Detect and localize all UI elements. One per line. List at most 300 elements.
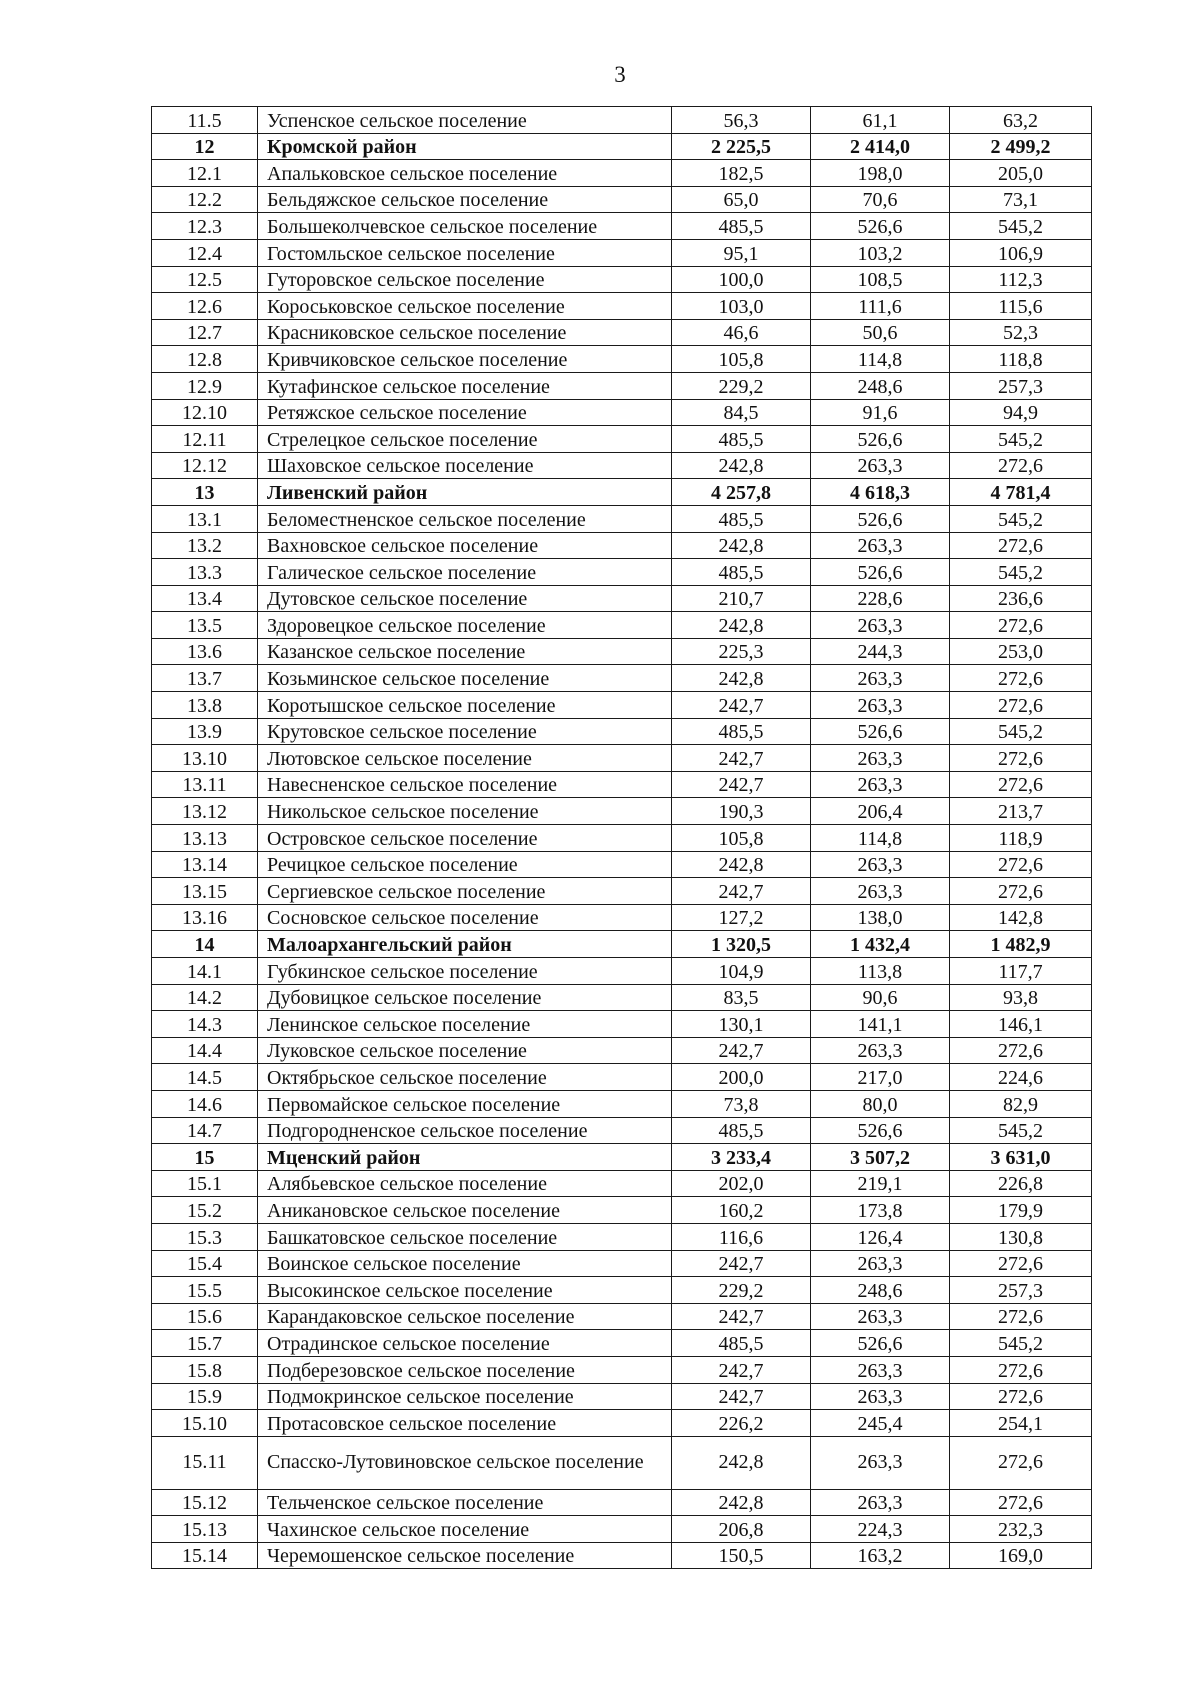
value-year-2-cell: 70,6 bbox=[811, 186, 950, 213]
value-year-1-cell: 1 320,5 bbox=[672, 931, 811, 958]
value-year-3-cell: 130,8 bbox=[950, 1223, 1092, 1250]
row-number-cell: 11.5 bbox=[152, 107, 258, 134]
settlement-name-cell: Первомайское сельское поселение bbox=[258, 1090, 672, 1117]
budget-allocation-table bbox=[151, 106, 1092, 1569]
table-row bbox=[152, 638, 1092, 665]
table-row bbox=[152, 771, 1092, 798]
value-year-3-cell: 254,1 bbox=[950, 1410, 1092, 1437]
settlement-name-cell: Губкинское сельское поселение bbox=[258, 958, 672, 985]
value-year-3-cell: 1 482,9 bbox=[950, 931, 1092, 958]
value-year-2-cell: 90,6 bbox=[811, 984, 950, 1011]
table-row bbox=[152, 612, 1092, 639]
settlement-name-cell: Кутафинское сельское поселение bbox=[258, 372, 672, 399]
value-year-3-cell: 545,2 bbox=[950, 1330, 1092, 1357]
value-year-2-cell: 244,3 bbox=[811, 638, 950, 665]
table-row bbox=[152, 825, 1092, 852]
value-year-1-cell: 104,9 bbox=[672, 958, 811, 985]
value-year-2-cell: 80,0 bbox=[811, 1090, 950, 1117]
row-number-cell: 15.11 bbox=[152, 1436, 258, 1489]
settlement-name-cell: Крутовское сельское поселение bbox=[258, 718, 672, 745]
settlement-name-cell: Бельдяжское сельское поселение bbox=[258, 186, 672, 213]
settlement-name-cell: Чахинское сельское поселение bbox=[258, 1516, 672, 1543]
value-year-2-cell: 526,6 bbox=[811, 1330, 950, 1357]
value-year-3-cell: 272,6 bbox=[950, 1303, 1092, 1330]
row-number-cell: 13.5 bbox=[152, 612, 258, 639]
row-number-cell: 14.2 bbox=[152, 984, 258, 1011]
value-year-1-cell: 229,2 bbox=[672, 372, 811, 399]
row-number-cell: 13.9 bbox=[152, 718, 258, 745]
value-year-3-cell: 272,6 bbox=[950, 1250, 1092, 1277]
value-year-1-cell: 4 257,8 bbox=[672, 479, 811, 506]
table-row bbox=[152, 878, 1092, 905]
settlement-name-cell: Ленинское сельское поселение bbox=[258, 1011, 672, 1038]
settlement-name-cell: Гуторовское сельское поселение bbox=[258, 266, 672, 293]
value-year-1-cell: 65,0 bbox=[672, 186, 811, 213]
settlement-name-cell: Карандаковское сельское поселение bbox=[258, 1303, 672, 1330]
value-year-2-cell: 219,1 bbox=[811, 1170, 950, 1197]
table-row bbox=[152, 904, 1092, 931]
table-row bbox=[152, 346, 1092, 373]
table-row bbox=[152, 213, 1092, 240]
settlement-name-cell: Козьминское сельское поселение bbox=[258, 665, 672, 692]
value-year-1-cell: 105,8 bbox=[672, 346, 811, 373]
value-year-1-cell: 485,5 bbox=[672, 1330, 811, 1357]
value-year-2-cell: 526,6 bbox=[811, 505, 950, 532]
settlement-name-cell: Казанское сельское поселение bbox=[258, 638, 672, 665]
value-year-3-cell: 146,1 bbox=[950, 1011, 1092, 1038]
value-year-1-cell: 210,7 bbox=[672, 585, 811, 612]
value-year-3-cell: 545,2 bbox=[950, 426, 1092, 453]
row-number-cell: 15.12 bbox=[152, 1489, 258, 1516]
row-number-cell: 15.14 bbox=[152, 1542, 258, 1569]
table-row bbox=[152, 293, 1092, 320]
row-number-cell: 15 bbox=[152, 1144, 258, 1171]
table-row bbox=[152, 1223, 1092, 1250]
value-year-2-cell: 206,4 bbox=[811, 798, 950, 825]
settlement-name-cell: Красниковское сельское поселение bbox=[258, 319, 672, 346]
table-row bbox=[152, 559, 1092, 586]
row-number-cell: 13.13 bbox=[152, 825, 258, 852]
table-row bbox=[152, 1436, 1092, 1489]
value-year-3-cell: 4 781,4 bbox=[950, 479, 1092, 506]
row-number-cell: 14.6 bbox=[152, 1090, 258, 1117]
value-year-3-cell: 272,6 bbox=[950, 532, 1092, 559]
settlement-name-cell: Вахновское сельское поселение bbox=[258, 532, 672, 559]
value-year-3-cell: 179,9 bbox=[950, 1197, 1092, 1224]
value-year-1-cell: 485,5 bbox=[672, 559, 811, 586]
settlement-name-cell: Тельченское сельское поселение bbox=[258, 1489, 672, 1516]
value-year-2-cell: 263,3 bbox=[811, 612, 950, 639]
row-number-cell: 12.4 bbox=[152, 239, 258, 266]
settlement-name-cell: Луковское сельское поселение bbox=[258, 1037, 672, 1064]
row-number-cell: 15.1 bbox=[152, 1170, 258, 1197]
row-number-cell: 13.8 bbox=[152, 692, 258, 719]
value-year-1-cell: 242,7 bbox=[672, 1250, 811, 1277]
table-row bbox=[152, 1489, 1092, 1516]
district-total-row bbox=[152, 133, 1092, 160]
value-year-1-cell: 242,7 bbox=[672, 692, 811, 719]
settlement-name-cell: Островское сельское поселение bbox=[258, 825, 672, 852]
settlement-name-cell: Галическое сельское поселение bbox=[258, 559, 672, 586]
settlement-name-cell: Спасско-Лутовиновское сельское поселение bbox=[258, 1436, 672, 1489]
value-year-3-cell: 142,8 bbox=[950, 904, 1092, 931]
value-year-3-cell: 213,7 bbox=[950, 798, 1092, 825]
value-year-2-cell: 263,3 bbox=[811, 1037, 950, 1064]
value-year-3-cell: 118,9 bbox=[950, 825, 1092, 852]
value-year-2-cell: 263,3 bbox=[811, 1250, 950, 1277]
row-number-cell: 13.2 bbox=[152, 532, 258, 559]
value-year-3-cell: 205,0 bbox=[950, 160, 1092, 187]
value-year-3-cell: 169,0 bbox=[950, 1542, 1092, 1569]
row-number-cell: 12.9 bbox=[152, 372, 258, 399]
table-row bbox=[152, 665, 1092, 692]
value-year-1-cell: 83,5 bbox=[672, 984, 811, 1011]
settlement-name-cell: Подмокринское сельское поселение bbox=[258, 1383, 672, 1410]
value-year-2-cell: 173,8 bbox=[811, 1197, 950, 1224]
value-year-1-cell: 100,0 bbox=[672, 266, 811, 293]
value-year-3-cell: 545,2 bbox=[950, 718, 1092, 745]
row-number-cell: 14.3 bbox=[152, 1011, 258, 1038]
district-total-row bbox=[152, 479, 1092, 506]
table-row bbox=[152, 585, 1092, 612]
value-year-2-cell: 114,8 bbox=[811, 346, 950, 373]
table-row bbox=[152, 1516, 1092, 1543]
value-year-2-cell: 1 432,4 bbox=[811, 931, 950, 958]
table-row bbox=[152, 1197, 1092, 1224]
settlement-name-cell: Подгородненское сельское поселение bbox=[258, 1117, 672, 1144]
value-year-1-cell: 116,6 bbox=[672, 1223, 811, 1250]
settlement-name-cell: Коротышское сельское поселение bbox=[258, 692, 672, 719]
row-number-cell: 13.15 bbox=[152, 878, 258, 905]
value-year-1-cell: 242,7 bbox=[672, 1303, 811, 1330]
row-number-cell: 12.1 bbox=[152, 160, 258, 187]
settlement-name-cell: Дубовицкое сельское поселение bbox=[258, 984, 672, 1011]
table-row bbox=[152, 1330, 1092, 1357]
value-year-2-cell: 108,5 bbox=[811, 266, 950, 293]
value-year-3-cell: 63,2 bbox=[950, 107, 1092, 134]
table-row bbox=[152, 1064, 1092, 1091]
table-row bbox=[152, 1090, 1092, 1117]
value-year-2-cell: 263,3 bbox=[811, 665, 950, 692]
value-year-3-cell: 226,8 bbox=[950, 1170, 1092, 1197]
row-number-cell: 13.14 bbox=[152, 851, 258, 878]
row-number-cell: 13 bbox=[152, 479, 258, 506]
value-year-1-cell: 103,0 bbox=[672, 293, 811, 320]
value-year-1-cell: 242,7 bbox=[672, 771, 811, 798]
row-number-cell: 15.10 bbox=[152, 1410, 258, 1437]
value-year-2-cell: 113,8 bbox=[811, 958, 950, 985]
settlement-name-cell: Речицкое сельское поселение bbox=[258, 851, 672, 878]
value-year-2-cell: 217,0 bbox=[811, 1064, 950, 1091]
value-year-3-cell: 236,6 bbox=[950, 585, 1092, 612]
value-year-2-cell: 263,3 bbox=[811, 1489, 950, 1516]
settlement-name-cell: Успенское сельское поселение bbox=[258, 107, 672, 134]
value-year-3-cell: 94,9 bbox=[950, 399, 1092, 426]
value-year-3-cell: 272,6 bbox=[950, 1037, 1092, 1064]
settlement-name-cell: Апальковское сельское поселение bbox=[258, 160, 672, 187]
value-year-3-cell: 545,2 bbox=[950, 213, 1092, 240]
settlement-name-cell: Кривчиковское сельское поселение bbox=[258, 346, 672, 373]
settlement-name-cell: Беломестненское сельское поселение bbox=[258, 505, 672, 532]
value-year-1-cell: 242,8 bbox=[672, 612, 811, 639]
table-row bbox=[152, 505, 1092, 532]
value-year-1-cell: 242,8 bbox=[672, 452, 811, 479]
settlement-name-cell: Малоархангельский район bbox=[258, 931, 672, 958]
value-year-2-cell: 91,6 bbox=[811, 399, 950, 426]
value-year-3-cell: 117,7 bbox=[950, 958, 1092, 985]
value-year-1-cell: 105,8 bbox=[672, 825, 811, 852]
district-total-row bbox=[152, 1144, 1092, 1171]
row-number-cell: 14.4 bbox=[152, 1037, 258, 1064]
settlement-name-cell: Протасовское сельское поселение bbox=[258, 1410, 672, 1437]
value-year-2-cell: 526,6 bbox=[811, 718, 950, 745]
row-number-cell: 15.8 bbox=[152, 1356, 258, 1383]
value-year-1-cell: 95,1 bbox=[672, 239, 811, 266]
value-year-2-cell: 526,6 bbox=[811, 559, 950, 586]
row-number-cell: 13.16 bbox=[152, 904, 258, 931]
value-year-1-cell: 485,5 bbox=[672, 718, 811, 745]
value-year-2-cell: 2 414,0 bbox=[811, 133, 950, 160]
value-year-3-cell: 545,2 bbox=[950, 559, 1092, 586]
value-year-3-cell: 2 499,2 bbox=[950, 133, 1092, 160]
value-year-3-cell: 73,1 bbox=[950, 186, 1092, 213]
row-number-cell: 14.1 bbox=[152, 958, 258, 985]
table-row bbox=[152, 745, 1092, 772]
settlement-name-cell: Здоровецкое сельское поселение bbox=[258, 612, 672, 639]
table-row bbox=[152, 319, 1092, 346]
table-row bbox=[152, 1277, 1092, 1304]
value-year-2-cell: 103,2 bbox=[811, 239, 950, 266]
row-number-cell: 15.13 bbox=[152, 1516, 258, 1543]
value-year-3-cell: 272,6 bbox=[950, 612, 1092, 639]
value-year-3-cell: 253,0 bbox=[950, 638, 1092, 665]
value-year-3-cell: 272,6 bbox=[950, 878, 1092, 905]
value-year-1-cell: 56,3 bbox=[672, 107, 811, 134]
value-year-3-cell: 272,6 bbox=[950, 1356, 1092, 1383]
row-number-cell: 15.2 bbox=[152, 1197, 258, 1224]
value-year-2-cell: 126,4 bbox=[811, 1223, 950, 1250]
value-year-2-cell: 263,3 bbox=[811, 851, 950, 878]
value-year-3-cell: 93,8 bbox=[950, 984, 1092, 1011]
value-year-1-cell: 206,8 bbox=[672, 1516, 811, 1543]
value-year-1-cell: 242,7 bbox=[672, 745, 811, 772]
row-number-cell: 15.6 bbox=[152, 1303, 258, 1330]
value-year-2-cell: 198,0 bbox=[811, 160, 950, 187]
settlement-name-cell: Отрадинское сельское поселение bbox=[258, 1330, 672, 1357]
value-year-3-cell: 3 631,0 bbox=[950, 1144, 1092, 1171]
table-row bbox=[152, 1011, 1092, 1038]
value-year-3-cell: 545,2 bbox=[950, 1117, 1092, 1144]
value-year-3-cell: 272,6 bbox=[950, 745, 1092, 772]
value-year-1-cell: 485,5 bbox=[672, 426, 811, 453]
row-number-cell: 13.1 bbox=[152, 505, 258, 532]
value-year-2-cell: 228,6 bbox=[811, 585, 950, 612]
value-year-2-cell: 526,6 bbox=[811, 1117, 950, 1144]
value-year-1-cell: 182,5 bbox=[672, 160, 811, 187]
value-year-3-cell: 82,9 bbox=[950, 1090, 1092, 1117]
row-number-cell: 12.5 bbox=[152, 266, 258, 293]
table-row bbox=[152, 798, 1092, 825]
settlement-name-cell: Короськовское сельское поселение bbox=[258, 293, 672, 320]
value-year-2-cell: 263,3 bbox=[811, 771, 950, 798]
value-year-2-cell: 263,3 bbox=[811, 878, 950, 905]
value-year-3-cell: 272,6 bbox=[950, 771, 1092, 798]
table-row bbox=[152, 692, 1092, 719]
value-year-2-cell: 224,3 bbox=[811, 1516, 950, 1543]
value-year-3-cell: 115,6 bbox=[950, 293, 1092, 320]
value-year-2-cell: 263,3 bbox=[811, 1356, 950, 1383]
settlement-name-cell: Подберезовское сельское поселение bbox=[258, 1356, 672, 1383]
settlement-name-cell: Воинское сельское поселение bbox=[258, 1250, 672, 1277]
value-year-1-cell: 150,5 bbox=[672, 1542, 811, 1569]
settlement-name-cell: Сосновское сельское поселение bbox=[258, 904, 672, 931]
settlement-name-cell: Алябьевское сельское поселение bbox=[258, 1170, 672, 1197]
value-year-1-cell: 242,8 bbox=[672, 1436, 811, 1489]
value-year-2-cell: 263,3 bbox=[811, 1303, 950, 1330]
row-number-cell: 12.3 bbox=[152, 213, 258, 240]
value-year-1-cell: 226,2 bbox=[672, 1410, 811, 1437]
value-year-3-cell: 272,6 bbox=[950, 692, 1092, 719]
table-row bbox=[152, 1303, 1092, 1330]
value-year-1-cell: 242,7 bbox=[672, 1037, 811, 1064]
value-year-3-cell: 118,8 bbox=[950, 346, 1092, 373]
row-number-cell: 12.6 bbox=[152, 293, 258, 320]
value-year-2-cell: 263,3 bbox=[811, 692, 950, 719]
value-year-3-cell: 224,6 bbox=[950, 1064, 1092, 1091]
value-year-3-cell: 257,3 bbox=[950, 1277, 1092, 1304]
value-year-2-cell: 138,0 bbox=[811, 904, 950, 931]
table-row bbox=[152, 426, 1092, 453]
settlement-name-cell: Ливенский район bbox=[258, 479, 672, 506]
value-year-1-cell: 242,7 bbox=[672, 878, 811, 905]
settlement-name-cell: Никольское сельское поселение bbox=[258, 798, 672, 825]
value-year-1-cell: 130,1 bbox=[672, 1011, 811, 1038]
settlement-name-cell: Октябрьское сельское поселение bbox=[258, 1064, 672, 1091]
value-year-2-cell: 526,6 bbox=[811, 426, 950, 453]
row-number-cell: 13.3 bbox=[152, 559, 258, 586]
table-row bbox=[152, 984, 1092, 1011]
table-row bbox=[152, 532, 1092, 559]
value-year-3-cell: 272,6 bbox=[950, 452, 1092, 479]
row-number-cell: 12.8 bbox=[152, 346, 258, 373]
row-number-cell: 13.10 bbox=[152, 745, 258, 772]
value-year-3-cell: 272,6 bbox=[950, 1489, 1092, 1516]
value-year-2-cell: 263,3 bbox=[811, 745, 950, 772]
value-year-1-cell: 2 225,5 bbox=[672, 133, 811, 160]
table-row bbox=[152, 1117, 1092, 1144]
value-year-1-cell: 242,8 bbox=[672, 851, 811, 878]
value-year-2-cell: 4 618,3 bbox=[811, 479, 950, 506]
settlement-name-cell: Аникановское сельское поселение bbox=[258, 1197, 672, 1224]
value-year-3-cell: 272,6 bbox=[950, 1436, 1092, 1489]
value-year-3-cell: 257,3 bbox=[950, 372, 1092, 399]
value-year-1-cell: 242,8 bbox=[672, 1489, 811, 1516]
row-number-cell: 14 bbox=[152, 931, 258, 958]
value-year-1-cell: 242,8 bbox=[672, 665, 811, 692]
value-year-2-cell: 263,3 bbox=[811, 1383, 950, 1410]
value-year-1-cell: 485,5 bbox=[672, 213, 811, 240]
value-year-2-cell: 263,3 bbox=[811, 532, 950, 559]
table-row bbox=[152, 239, 1092, 266]
table-row bbox=[152, 452, 1092, 479]
settlement-name-cell: Шаховское сельское поселение bbox=[258, 452, 672, 479]
row-number-cell: 14.5 bbox=[152, 1064, 258, 1091]
table-row bbox=[152, 1356, 1092, 1383]
value-year-3-cell: 106,9 bbox=[950, 239, 1092, 266]
settlement-name-cell: Дутовское сельское поселение bbox=[258, 585, 672, 612]
row-number-cell: 14.7 bbox=[152, 1117, 258, 1144]
page-number: 3 bbox=[614, 62, 626, 87]
value-year-1-cell: 3 233,4 bbox=[672, 1144, 811, 1171]
value-year-1-cell: 46,6 bbox=[672, 319, 811, 346]
table-row bbox=[152, 1383, 1092, 1410]
value-year-2-cell: 245,4 bbox=[811, 1410, 950, 1437]
table-row bbox=[152, 1542, 1092, 1569]
value-year-2-cell: 263,3 bbox=[811, 1436, 950, 1489]
value-year-2-cell: 526,6 bbox=[811, 213, 950, 240]
value-year-3-cell: 232,3 bbox=[950, 1516, 1092, 1543]
row-number-cell: 15.7 bbox=[152, 1330, 258, 1357]
settlement-name-cell: Мценский район bbox=[258, 1144, 672, 1171]
value-year-2-cell: 141,1 bbox=[811, 1011, 950, 1038]
value-year-3-cell: 112,3 bbox=[950, 266, 1092, 293]
value-year-1-cell: 200,0 bbox=[672, 1064, 811, 1091]
value-year-1-cell: 190,3 bbox=[672, 798, 811, 825]
value-year-1-cell: 84,5 bbox=[672, 399, 811, 426]
value-year-1-cell: 73,8 bbox=[672, 1090, 811, 1117]
value-year-2-cell: 3 507,2 bbox=[811, 1144, 950, 1171]
value-year-1-cell: 225,3 bbox=[672, 638, 811, 665]
table-body bbox=[152, 107, 1092, 1569]
value-year-2-cell: 263,3 bbox=[811, 452, 950, 479]
settlement-name-cell: Высокинское сельское поселение bbox=[258, 1277, 672, 1304]
row-number-cell: 15.3 bbox=[152, 1223, 258, 1250]
row-number-cell: 12.10 bbox=[152, 399, 258, 426]
row-number-cell: 12 bbox=[152, 133, 258, 160]
value-year-2-cell: 111,6 bbox=[811, 293, 950, 320]
value-year-1-cell: 242,7 bbox=[672, 1356, 811, 1383]
value-year-1-cell: 229,2 bbox=[672, 1277, 811, 1304]
row-number-cell: 15.5 bbox=[152, 1277, 258, 1304]
settlement-name-cell: Лютовское сельское поселение bbox=[258, 745, 672, 772]
row-number-cell: 13.4 bbox=[152, 585, 258, 612]
table-row bbox=[152, 107, 1092, 134]
row-number-cell: 15.9 bbox=[152, 1383, 258, 1410]
settlement-name-cell: Кромской район bbox=[258, 133, 672, 160]
value-year-1-cell: 485,5 bbox=[672, 505, 811, 532]
value-year-1-cell: 485,5 bbox=[672, 1117, 811, 1144]
row-number-cell: 13.6 bbox=[152, 638, 258, 665]
value-year-2-cell: 114,8 bbox=[811, 825, 950, 852]
value-year-1-cell: 160,2 bbox=[672, 1197, 811, 1224]
table-row bbox=[152, 851, 1092, 878]
value-year-3-cell: 545,2 bbox=[950, 505, 1092, 532]
value-year-3-cell: 272,6 bbox=[950, 851, 1092, 878]
settlement-name-cell: Сергиевское сельское поселение bbox=[258, 878, 672, 905]
value-year-1-cell: 242,8 bbox=[672, 532, 811, 559]
settlement-name-cell: Гостомльское сельское поселение bbox=[258, 239, 672, 266]
value-year-2-cell: 61,1 bbox=[811, 107, 950, 134]
table-row bbox=[152, 372, 1092, 399]
settlement-name-cell: Навесненское сельское поселение bbox=[258, 771, 672, 798]
table-row bbox=[152, 958, 1092, 985]
table-row bbox=[152, 718, 1092, 745]
settlement-name-cell: Черемошенское сельское поселение bbox=[258, 1542, 672, 1569]
settlement-name-cell: Башкатовское сельское поселение bbox=[258, 1223, 672, 1250]
table-row bbox=[152, 1410, 1092, 1437]
settlement-name-cell: Ретяжское сельское поселение bbox=[258, 399, 672, 426]
value-year-3-cell: 272,6 bbox=[950, 665, 1092, 692]
